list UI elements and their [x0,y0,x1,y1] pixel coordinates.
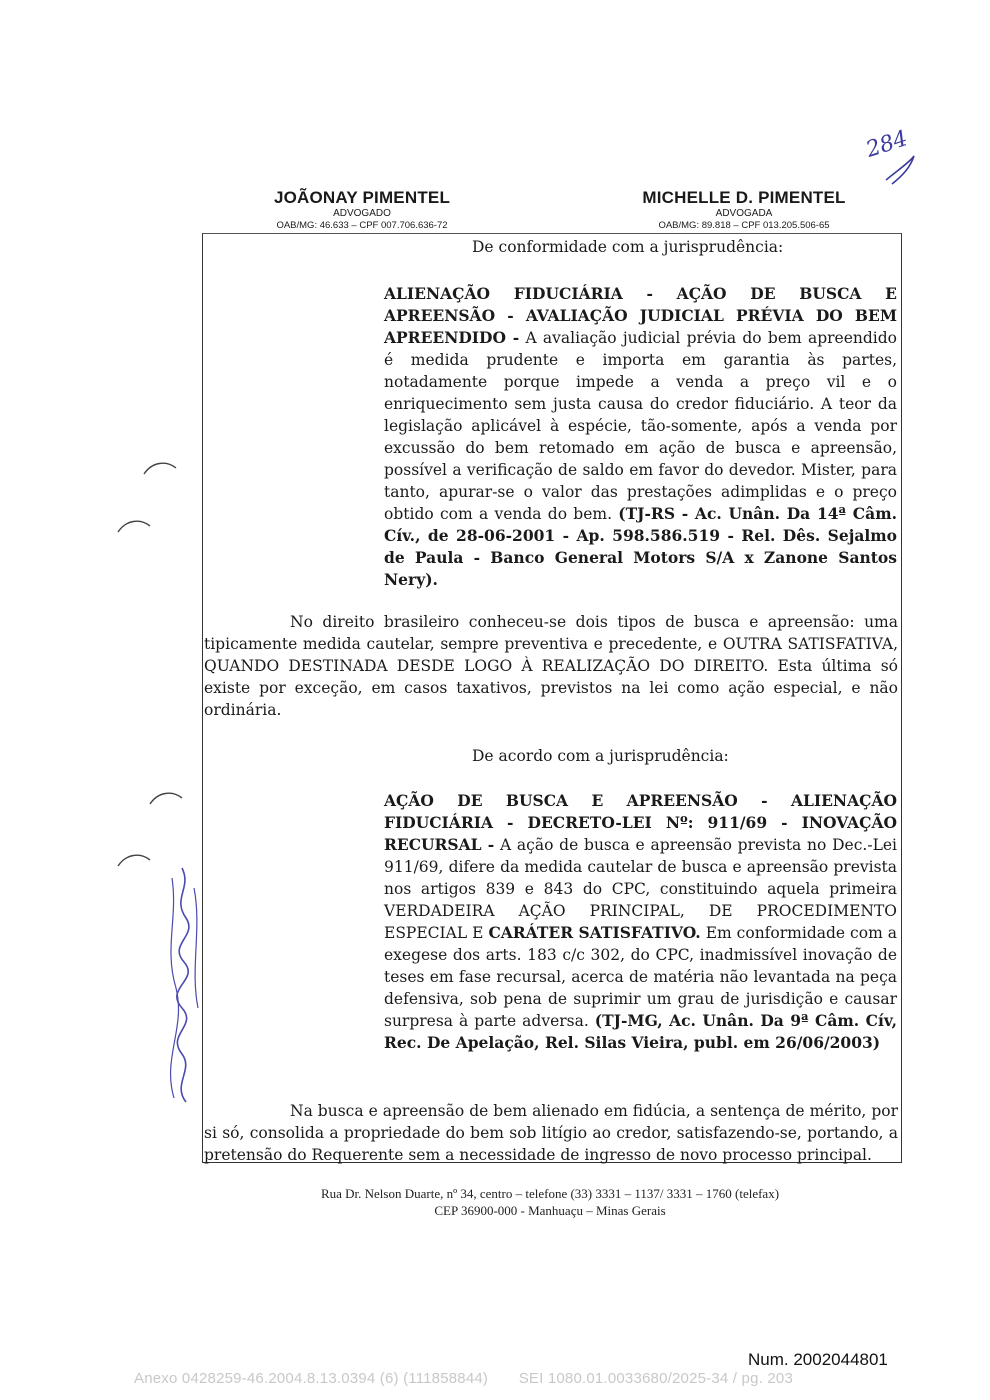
margin-mark [142,458,178,478]
quote-text: Em conformidade com a exegese dos arts. 183 c/c 302, do CPC, inadmissível inovação de teses em fase recursal, acerca de matéria não levantada na peça defensiva, sob pena de suprimir um grau de jurisdição e causar surpresa à parte adversa. [384,924,897,1030]
quote-text: A avaliação judicial prévia do bem apreendido é medida prudente e importa em garantia às partes, notadamente porque impede a venda a preço vil e o enriquecimento sem justa causa do credor fiduciário. A teor da legislação aplicável à espécie, tão-somente, após a venda por excussão do bem retomado em ação de busca e apreensão, possível a verificação de saldo em favor do devedor. Mister, para tanto, apurar-se o valor das prestações adimplidas e o preço obtido com a venda do bem. [384,329,898,523]
jurisprudence-quote-2 [384,790,897,1054]
annex-watermark: Anexo 0428259-46.2004.8.13.0394 (6) (111858844) SEI 1080.01.0033680/2025-34 / pg. 203 [134,1370,793,1387]
body-paragraph-3: Na busca e apreensão de bem alienado em fidúcia, a sentença de mérito, por si só, consolida a propriedade do bem sob litígio ao credor, satisfazendo-se, portando, a pretensão do Requerente sem a necessidade de ingresso de novo processo principal. [204,1102,898,1164]
letterhead-left [232,188,492,231]
handwritten-page-flourish [880,150,920,190]
margin-mark [148,788,184,808]
jurisprudence-quote-1 [384,283,897,591]
quote-citation: (TJ-MG, Ac. Unân. Da 9ª Câm. Cív, Rec. De Apelação, Rel. Silas Vieira, publ. em 26/06/2003) [384,1011,898,1052]
document-number: Num. 2002044801 [748,1350,888,1369]
quote-citation: (TJ-RS - Ac. Unân. Da 14ª Câm. Cív., de 28-06-2001 - Ap. 598.586.519 - Rel. Dês. Sejalmo de Paula - Banco General Motors S/A x Zanone Santos Nery). [384,504,897,589]
intro-paragraph-2: De acordo com a jurisprudência: [472,747,729,765]
lawyer-registration: OAB/MG: 46.633 – CPF 007.706.636-72 [276,220,448,231]
body-paragraph-1: No direito brasileiro conheceu-se dois tipos de busca e apreensão: uma tipicamente medida cautelar, sempre preventiva e precedente, e OUTRA SATISFATIVA, QUANDO DESTINADA DESDE LOGO À REALIZAÇÃO DO DIREITO. Esta última só existe por exceção, em casos taxativos, previstos na lei como ação especial, e não ordinária. [204,613,898,719]
quote-heading: ALIENAÇÃO FIDUCIÁRIA - AÇÃO DE BUSCA E APREENSÃO - AVALIAÇÃO JUDICIAL PRÉVIA DO BEM APREENDIDO - [384,284,897,347]
intro-paragraph-1: De conformidade com a jurisprudência: [472,238,784,256]
footer-address-line: CEP 36900-000 - Manhuaçu – Minas Gerais [434,1203,666,1218]
margin-signature [142,858,212,1108]
lawyer-name: MICHELLE D. PIMENTEL [642,188,846,207]
handwritten-page-number: 284 [863,126,911,163]
quote-heading: AÇÃO DE BUSCA E APREENSÃO - ALIENAÇÃO FIDUCIÁRIA - DECRETO-LEI Nº: 911/69 - INOVAÇÃO RECURSAL - [384,791,897,854]
lawyer-name: JOÃONAY PIMENTEL [273,188,451,207]
lawyer-role: ADVOGADA [715,208,773,219]
lawyer-registration: OAB/MG: 89.818 – CPF 013.205.506-65 [658,220,830,231]
margin-mark [116,516,152,536]
footer-address-line: Rua Dr. Nelson Duarte, nº 34, centro – telefone (33) 3331 – 1137/ 3331 – 1760 (telefax) [320,1186,780,1201]
quote-text: A ação de busca e apreensão prevista no Dec.-Lei 911/69, difere da medida cautelar de busca e apreensão prevista nos artigos 839 e 843 do CPC, constituindo aquela primeira VERDADEIRA AÇÃO PRINCIPAL, DE PROCEDIMENTO ESPECIAL E [384,836,897,942]
lawyer-role: ADVOGADO [333,208,391,219]
letterhead-right [604,188,884,231]
quote-bold-text: CARÁTER SATISFATIVO. [488,923,701,942]
footer-address [200,1185,900,1219]
